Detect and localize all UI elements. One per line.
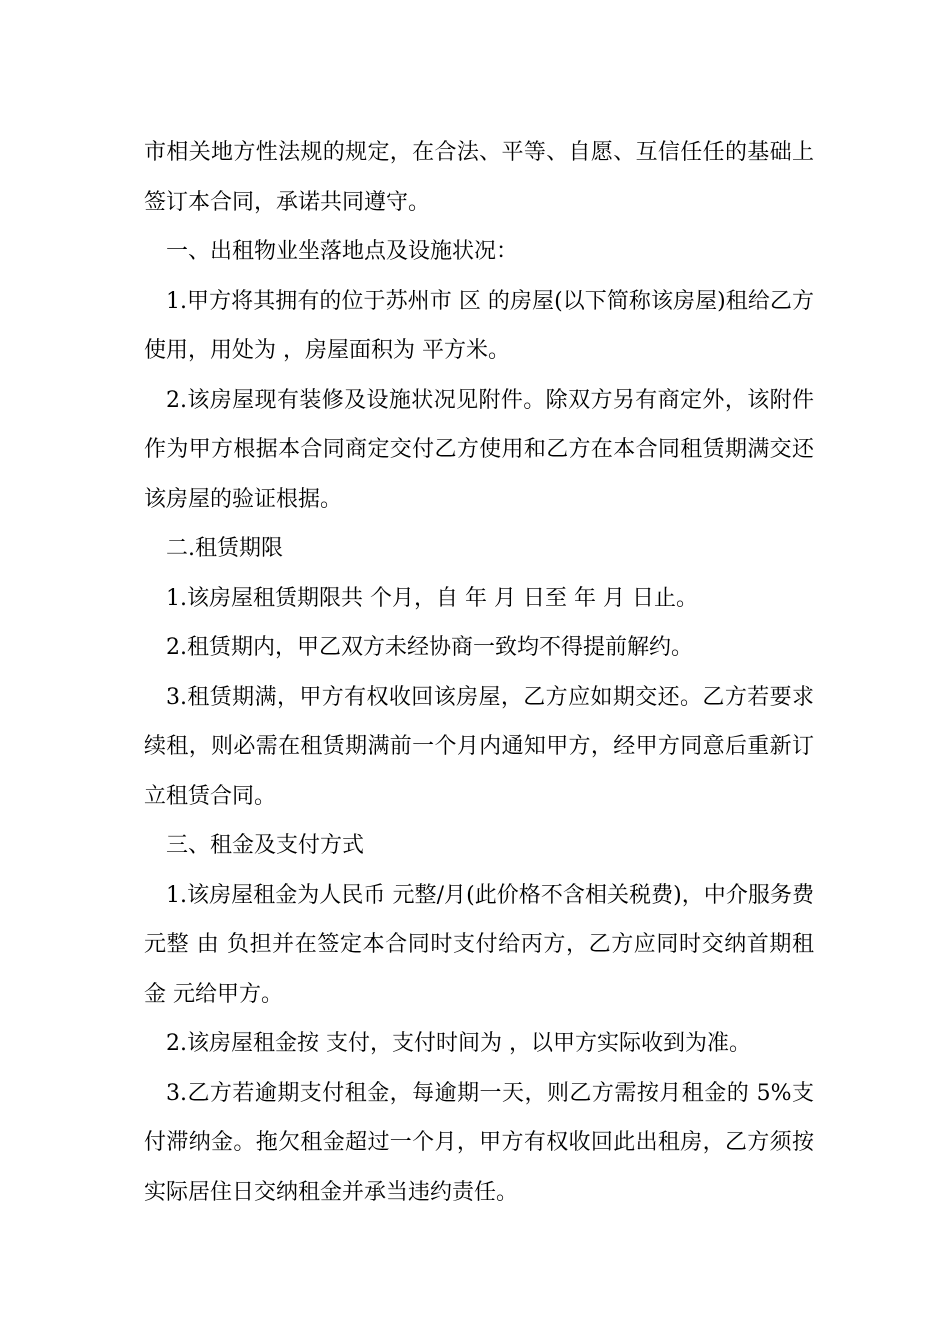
paragraph-rent-payment-time: 2.该房屋租金按 支付，支付时间为 ，以甲方实际收到为准。 [166, 1031, 751, 1056]
contract-body [144, 128, 814, 1217]
section-heading-term: 二.租赁期限 [166, 536, 283, 561]
paragraph-term-no-early-termination: 2.租赁期内，甲乙双方未经协商一致均不得提前解约。 [166, 635, 693, 660]
paragraph-property-facilities: 2.该房屋现有装修及设施状况见附件。除双方另有商定外，该附件作为甲方根据本合同商定交付乙方使用和乙方在本合同租赁期满交还该房屋的验证根据。 [144, 387, 814, 512]
paragraph-intro: 市相关地方性法规的规定，在合法、平等、自愿、互信任任的基础上签订本合同，承诺共同遵守。 [144, 140, 814, 215]
section-heading-rent: 三、租金及支付方式 [166, 833, 365, 858]
paragraph-rent-amount: 1.该房屋租金为人民币 元整/月(此价格不含相关税费)，中介服务费 元整 由 负担并在签定本合同时支付给丙方，乙方应同时交纳首期租金 元给甲方。 [144, 882, 814, 1007]
section-heading-property: 一、出租物业坐落地点及设施状况： [166, 239, 519, 264]
paragraph-term-length: 1.该房屋租赁期限共 个月，自 年 月 日至 年 月 日止。 [166, 585, 698, 611]
paragraph-property-location: 1.甲方将其拥有的位于苏州市 区 的房屋(以下简称该房屋)租给乙方使用，用处为 ，房屋面积为 平方米。 [144, 288, 814, 363]
paragraph-rent-late-fee: 3.乙方若逾期支付租金，每逾期一天，则乙方需按月租金的 5%支付滞纳金。拖欠租金超过一个月，甲方有权收回此出租房，乙方须按实际居住日交纳租金并承当违约责任。 [144, 1080, 814, 1205]
paragraph-term-renewal: 3.租赁期满，甲方有权收回该房屋，乙方应如期交还。乙方若要求续租，则必需在租赁期满前一个月内通知甲方，经甲方同意后重新订立租赁合同。 [144, 684, 814, 809]
